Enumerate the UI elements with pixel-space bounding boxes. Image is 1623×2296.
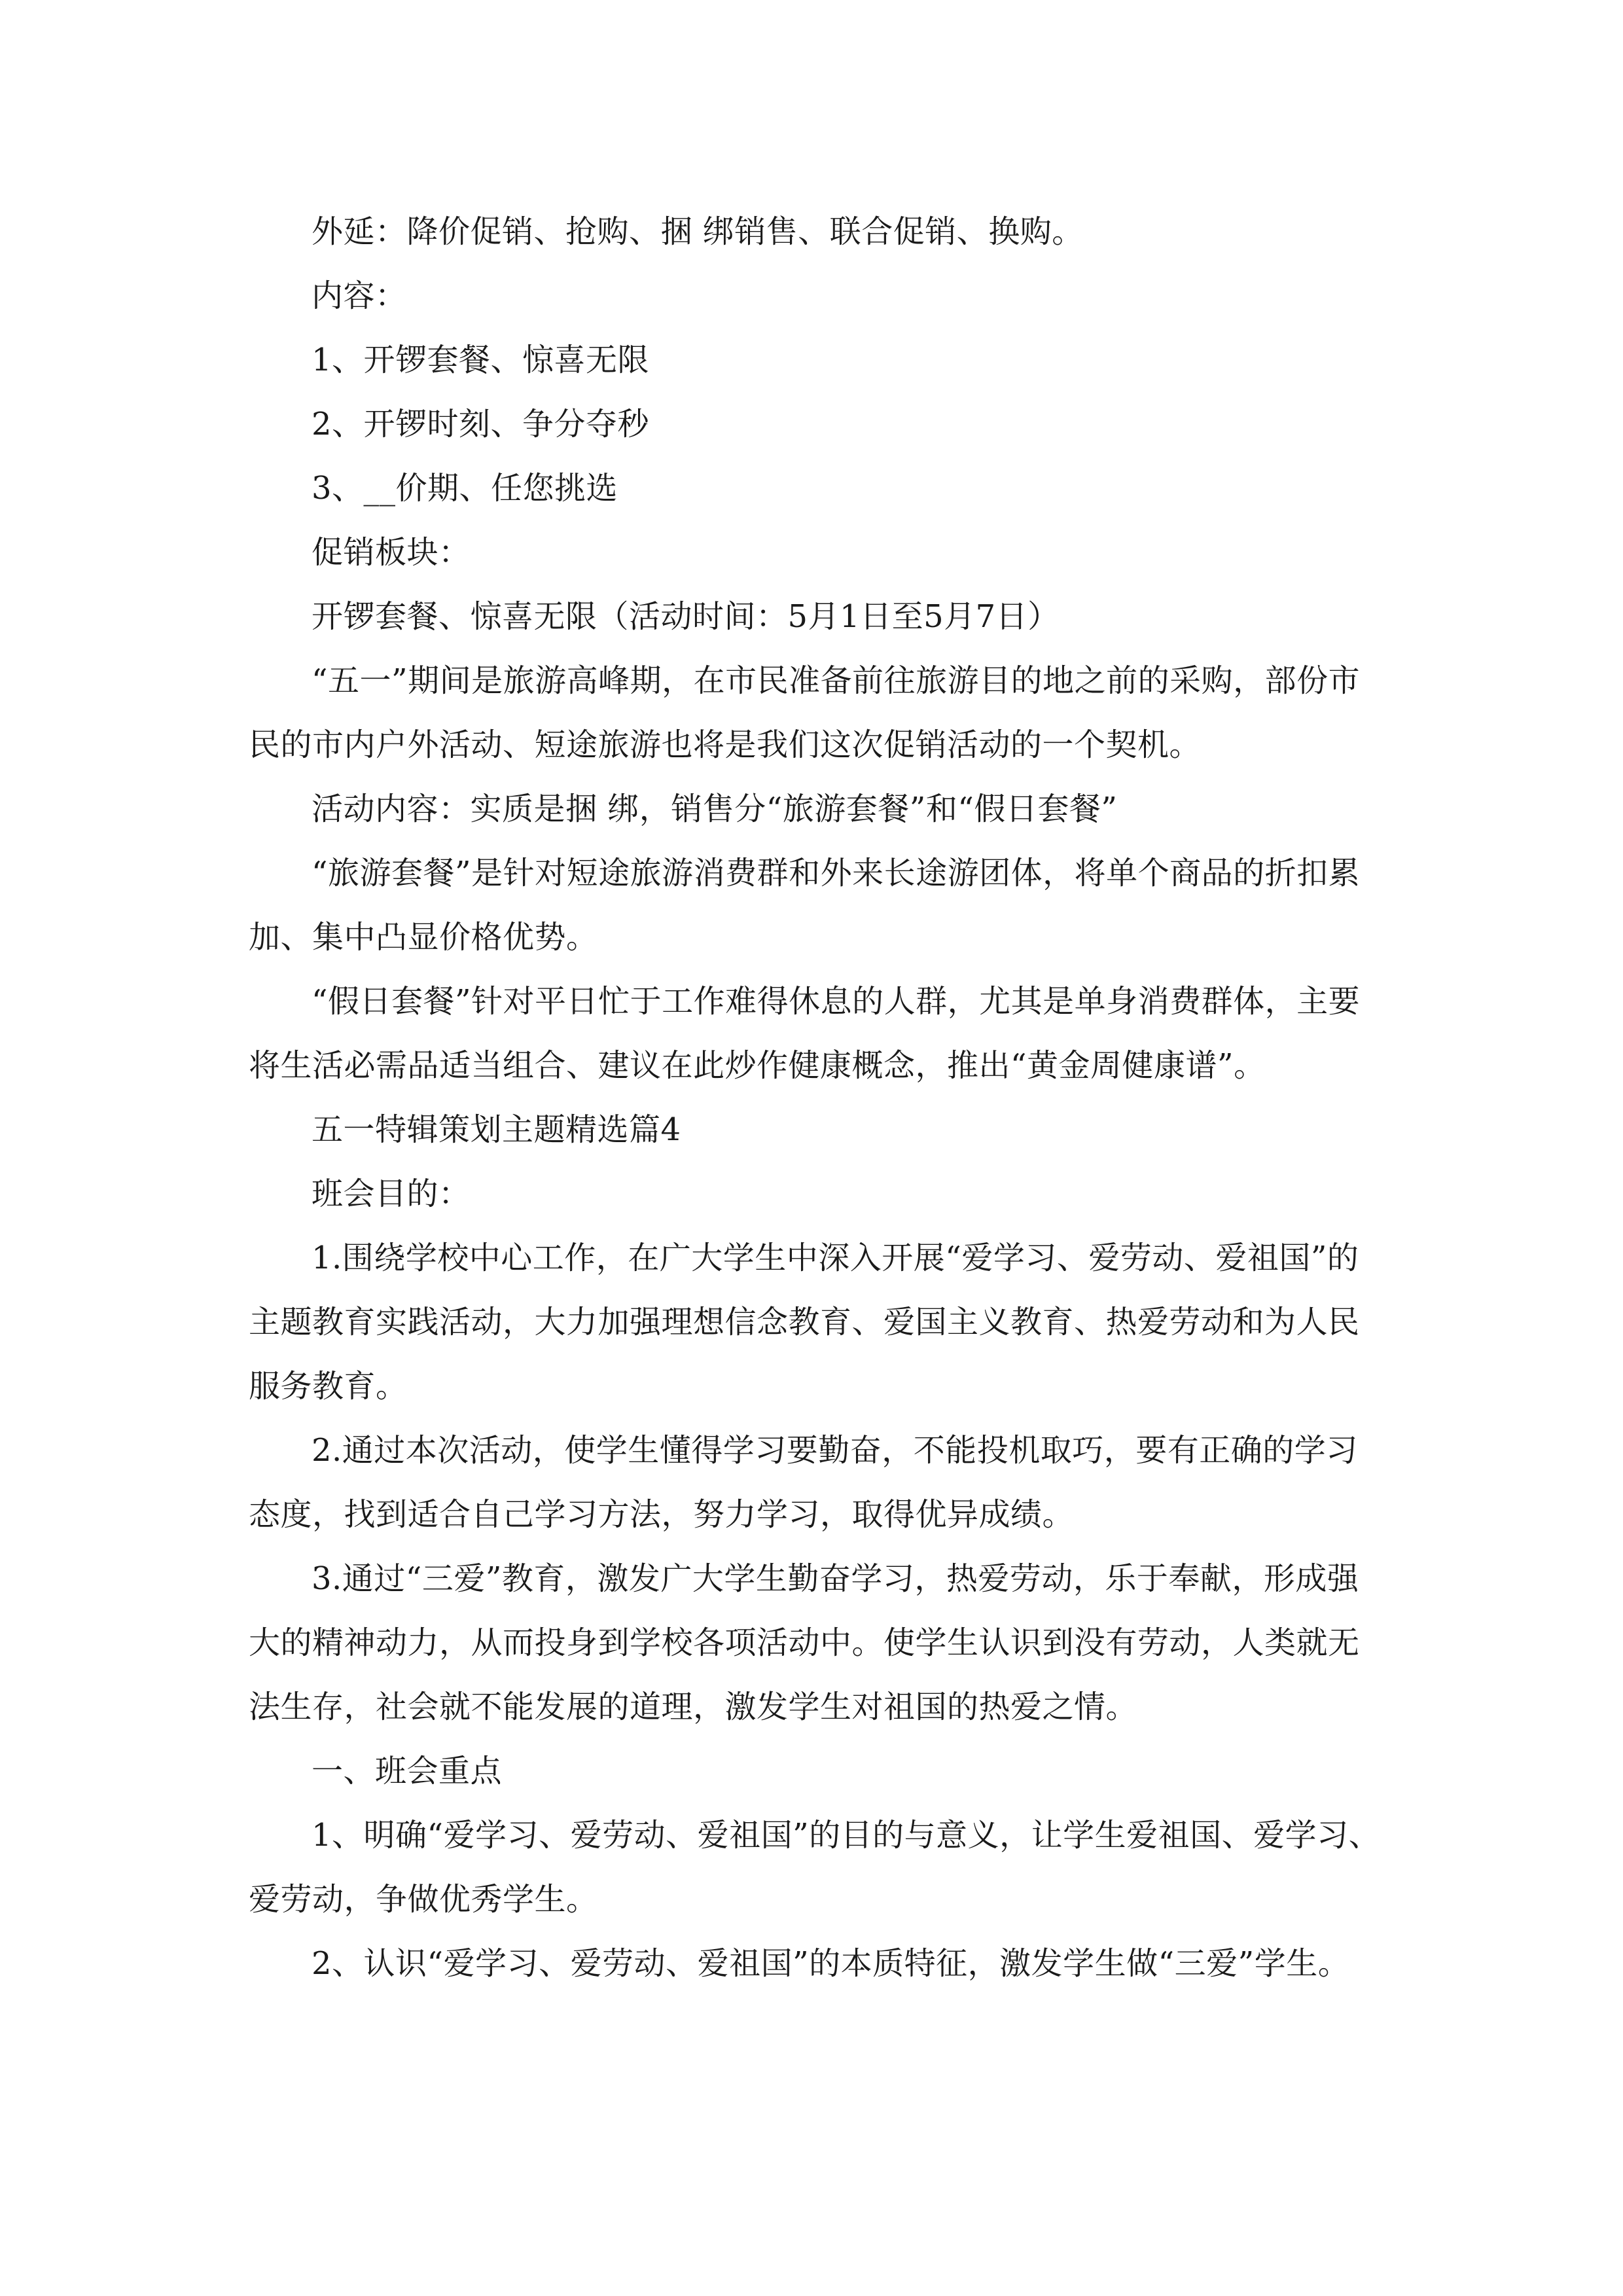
paragraph-section-title-4: 五一特辑策划主题精选篇4 xyxy=(312,1111,681,1148)
paragraph-class-meeting-purpose: 班会目的： xyxy=(312,1175,471,1212)
paragraph-key-point-2: 2、认识“爱学习、爱劳动、爱祖国”的本质特征，激发学生做“三爱”学生。 xyxy=(312,1945,1350,1982)
paragraph-purpose-1: 1.围绕学校中心工作，在广大学生中深入开展“爱学习、爱劳动、爱祖国”的主题教育实践活动，大力加强理想信念教育、爱国主义教育、热爱劳动和为人民服务教育。 xyxy=(249,1240,1360,1405)
paragraph-content-item-1: 1、开锣套餐、惊喜无限 xyxy=(312,342,650,378)
paragraph-purpose-2: 2.通过本次活动，使学生懂得学习要勤奋，不能投机取巧，要有正确的学习态度，找到适合自己学习方法，努力学习，取得优异成绩。 xyxy=(249,1432,1358,1533)
paragraph-travel-package: “旅游套餐”是针对短途旅游消费群和外来长途游团体，将单个商品的折扣累加、集中凸显价格优势。 xyxy=(249,855,1361,956)
paragraph-content-item-3: 3、__价期、任您挑选 xyxy=(312,470,618,507)
document-body xyxy=(249,200,1387,1996)
paragraph-key-point-1: 1、明确“爱学习、爱劳动、爱祖国”的目的与意义，让学生爱祖国、爱学习、爱劳动，争做优秀学生。 xyxy=(249,1817,1381,1918)
paragraph-purpose-3: 3.通过“三爱”教育，激发广大学生勤奋学习，热爱劳动，乐于奉献，形成强大的精神动力，从而投身到学校各项活动中。使学生认识到没有劳动，人类就无法生存，社会就不能发展的道理，激发学生对祖国的热爱之情。 xyxy=(249,1560,1360,1725)
paragraph-key-points-heading: 一、班会重点 xyxy=(312,1753,503,1789)
paragraph-holiday-package: “假日套餐”针对平日忙于工作难得休息的人群，尤其是单身消费群体，主要将生活必需品适当组合、建议在此炒作健康概念，推出“黄金周健康谱”。 xyxy=(249,983,1361,1084)
paragraph-promo-section-heading: 促销板块： xyxy=(312,534,471,571)
paragraph-extension: 外延：降价促销、抢购、捆 绑销售、联合促销、换购。 xyxy=(312,213,1084,250)
paragraph-content-heading: 内容： xyxy=(312,278,407,314)
paragraph-content-item-2: 2、开锣时刻、争分夺秒 xyxy=(312,406,650,442)
paragraph-promo-package-title: 开锣套餐、惊喜无限（活动时间：5月1日至5月7日） xyxy=(312,598,1060,635)
paragraph-activity-content: 活动内容：实质是捆 绑，销售分“旅游套餐”和“假日套餐” xyxy=(312,791,1118,827)
paragraph-may-day-period: “五一”期间是旅游高峰期，在市民准备前往旅游目的地之前的采购，部份市民的市内户外活动、短途旅游也将是我们这次促销活动的一个契机。 xyxy=(249,662,1361,763)
